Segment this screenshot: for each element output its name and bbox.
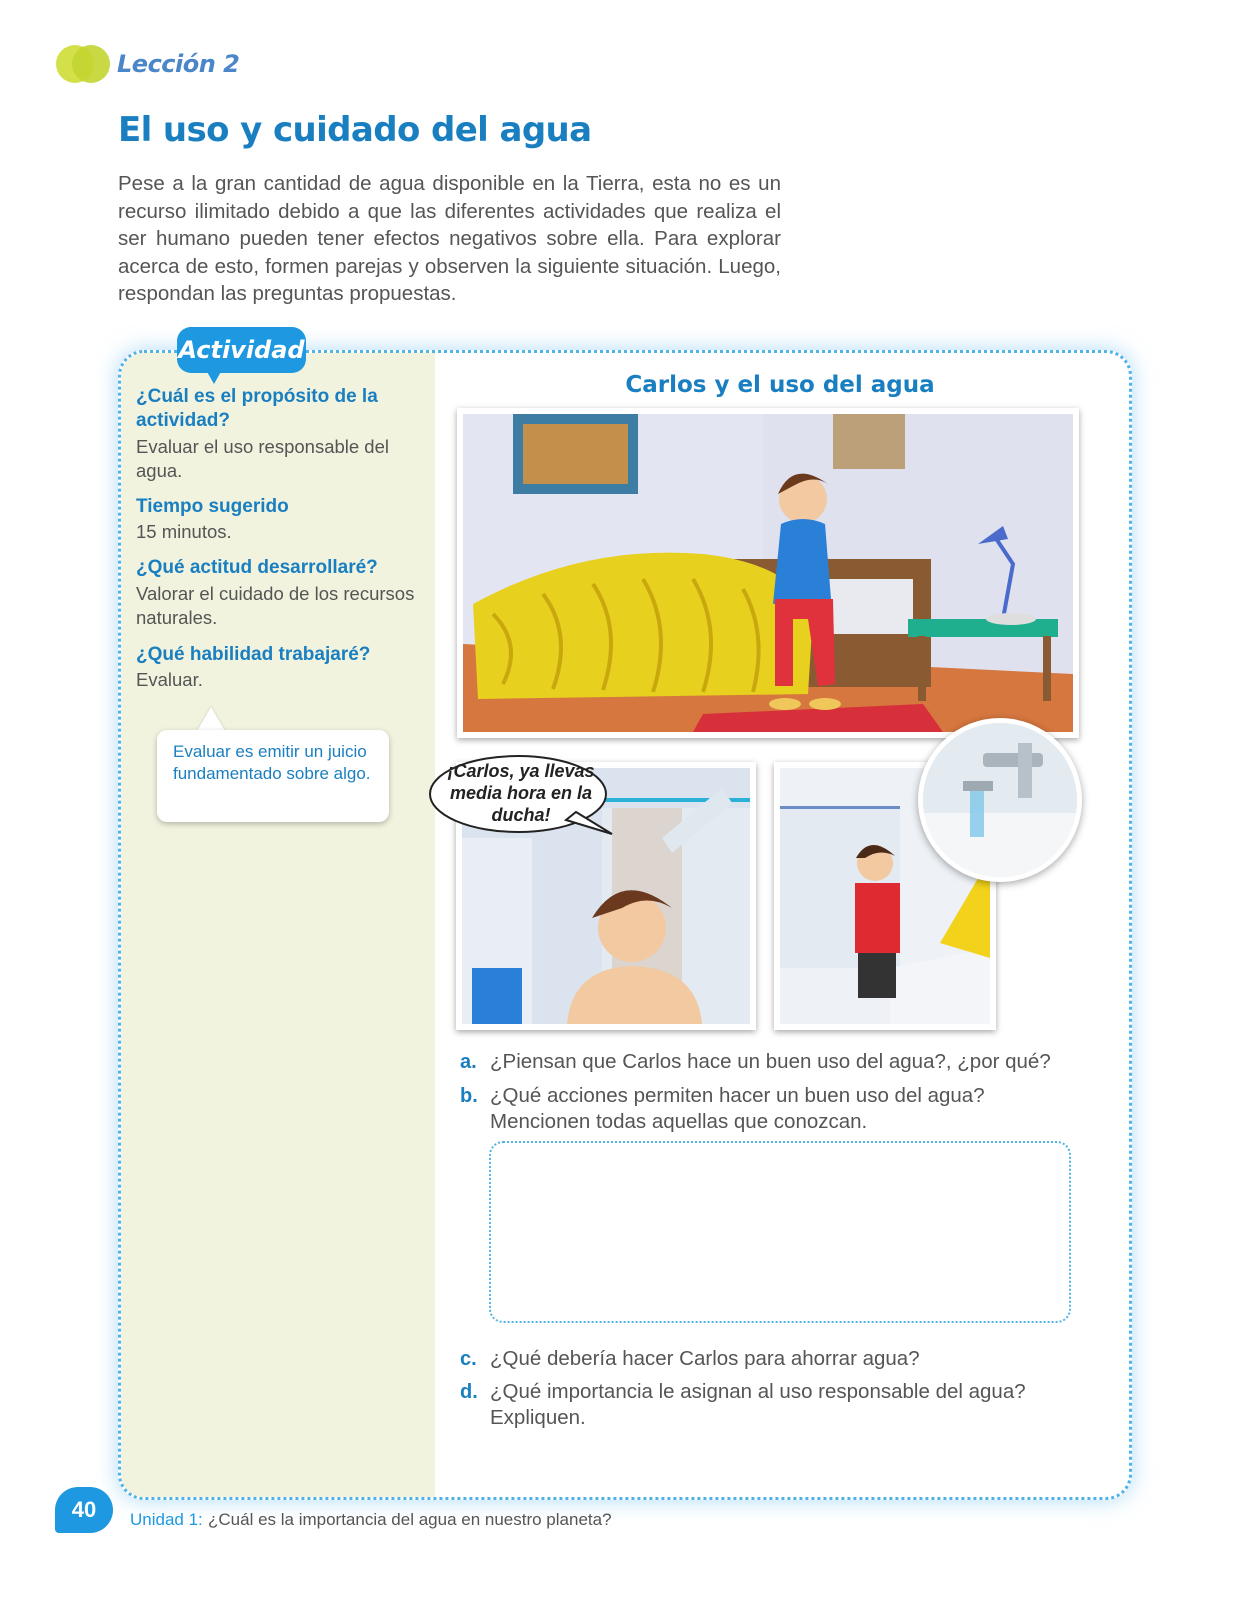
page-title: El uso y cuidado del agua <box>118 110 592 150</box>
skill-text: Evaluar. <box>136 669 203 690</box>
attitude-text: Valorar el cuidado de los recursos naturales. <box>136 583 415 628</box>
question-c-letter: c. <box>460 1348 477 1370</box>
time-text: 15 minutos. <box>136 521 232 542</box>
question-a-letter: a. <box>460 1051 477 1073</box>
figure-title: Carlos y el uso del agua <box>625 372 935 398</box>
answer-box[interactable] <box>489 1141 1071 1323</box>
question-d-letter: d. <box>460 1381 478 1403</box>
page-number: 40 <box>55 1487 113 1533</box>
faucet-zoom-illustration <box>918 718 1082 882</box>
purpose-text: Evaluar el uso responsable del agua. <box>136 436 389 481</box>
question-a-text: ¿Piensan que Carlos hace un buen uso del agua?, ¿por qué? <box>490 1050 1051 1073</box>
intro-paragraph: Pese a la gran cantidad de agua disponible en la Tierra, esta no es un recurso ilimitado debido a que las diferentes actividades que realiza el ser humano pueden tener efectos negativos sobre ella. Para explorar acerca de esto, formen parejas y observen la siguiente situación. Luego, respondan las preguntas propuestas. <box>118 172 781 305</box>
note-text: Evaluar es emitir un juicio fundamentado sobre algo. <box>173 742 371 783</box>
footer-unit-question: ¿Cuál es la importancia del agua en nuestro planeta? <box>208 1510 612 1529</box>
bedroom-illustration <box>457 408 1079 738</box>
question-b-letter: b. <box>460 1085 478 1107</box>
footer-unit-label: Unidad 1: <box>130 1510 203 1529</box>
lesson-label: Lección 2 <box>117 50 240 78</box>
speech-bubble-text: ¡Carlos, ya llevas media hora en la ducha! <box>447 761 595 825</box>
question-c-text: ¿Qué debería hacer Carlos para ahorrar agua? <box>490 1347 920 1370</box>
activity-tab-pointer <box>206 370 222 384</box>
running-faucet-icon <box>923 723 1077 877</box>
lesson-badge-icon <box>55 44 111 84</box>
question-b-text: ¿Qué acciones permiten hacer un buen uso del agua? Mencionen todas aquellas que conozcan. <box>490 1084 985 1133</box>
bedroom-scene-icon <box>463 414 1073 732</box>
question-d-text: ¿Qué importancia le asignan al uso responsable del agua? Expliquen. <box>490 1380 1026 1429</box>
skill-heading: ¿Qué habilidad trabajaré? <box>136 644 371 665</box>
attitude-heading: ¿Qué actitud desarrollaré? <box>136 557 378 578</box>
note-pointer <box>197 707 225 731</box>
time-heading: Tiempo sugerido <box>136 496 289 517</box>
activity-tab: Actividad <box>177 327 306 373</box>
purpose-heading: ¿Cuál es el propósito de la actividad? <box>136 386 378 431</box>
